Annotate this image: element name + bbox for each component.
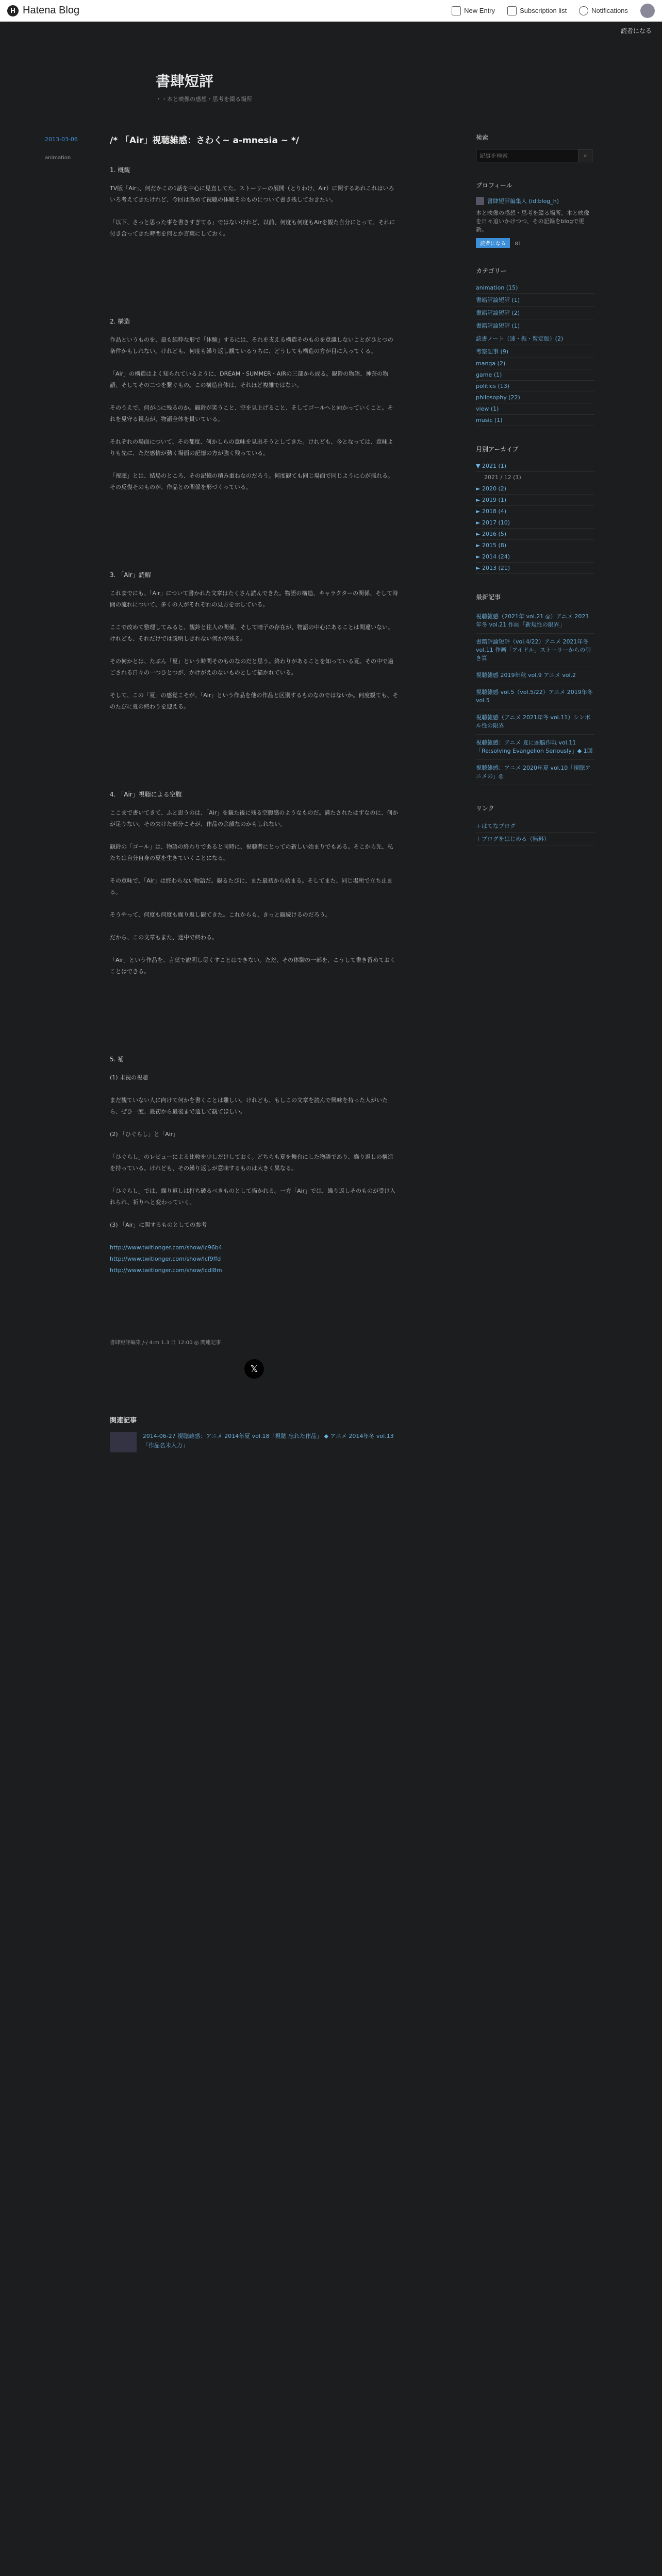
- entry-date[interactable]: 2013-03-06: [45, 136, 78, 143]
- category-link[interactable]: 書籍評論短評 (1): [476, 323, 520, 329]
- section-spacer: [110, 504, 399, 551]
- section-heading: 1. 概観: [110, 166, 130, 174]
- archive-year[interactable]: ▼ 2021 (1): [476, 461, 594, 472]
- profile-name-label: 書肆短評編集人 (id:blog_h): [487, 198, 559, 205]
- main-column: [45, 133, 457, 1461]
- archive-year[interactable]: ► 2013 (21): [476, 563, 594, 574]
- section-heading: 4. 「Air」視聴による空腹: [110, 791, 182, 798]
- category-link[interactable]: 書籍評論短評 (2): [476, 310, 520, 316]
- category-item[interactable]: [476, 415, 594, 426]
- recent-item[interactable]: [476, 667, 594, 684]
- entry-paragraph: その意味で、「Air」は終わらない物語だ。観るたびに、また最初から始まる。そしてまた、同じ場所で立ち止まる。: [110, 877, 393, 895]
- entry-body: [110, 164, 399, 1323]
- recent-link[interactable]: 視聴雑感（アニメ 2021年冬 vol.11）シンボル性の限界: [476, 714, 590, 729]
- search-title: 検索: [476, 134, 489, 141]
- archive-year[interactable]: ► 2020 (2): [476, 483, 594, 495]
- pencil-icon: [452, 6, 461, 15]
- archive-month[interactable]: 2021 / 12 (1): [476, 472, 594, 483]
- category-item[interactable]: [476, 345, 594, 358]
- section-heading: 5. 補: [110, 1056, 124, 1063]
- category-link[interactable]: 書籍評論短評 (1): [476, 297, 520, 303]
- recent-item[interactable]: [476, 735, 594, 760]
- blog-description: ・・本と映像の感想・思考を綴る場所: [156, 96, 252, 103]
- archive-year[interactable]: ► 2019 (1): [476, 495, 594, 506]
- entry-paragraph: だから、この文章もまた、途中で終わる。: [110, 934, 218, 941]
- entry-paragraph: その何かとは、たぶん「夏」という時間そのものなのだと思う。終わりがあることを知っている夏。その中で過ごされる日々の一つひとつが、かけがえのないものとして描かれている。: [110, 658, 393, 676]
- entry-article: [110, 133, 399, 1461]
- related-text[interactable]: 2014-06-27 視聴雑感：アニメ 2014年夏 vol.18「視聴 忘れた作品」 ◆ アニメ 2014年冬 vol.13「作品名未入力」: [142, 1433, 394, 1449]
- top-nav: [452, 4, 655, 18]
- recent-link[interactable]: 視聴雑感：アニメ 2020年夏 vol.10「視聴アニメの」◎: [476, 765, 591, 779]
- recent-link[interactable]: 書籍評論短評（vol.4/22）アニメ 2021年冬 vol.11 作画「アイドル」ストーリーからの引き算: [476, 638, 591, 662]
- archive-year[interactable]: ► 2017 (10): [476, 517, 594, 529]
- search-module: [476, 133, 594, 162]
- category-item[interactable]: [476, 392, 594, 403]
- category-item[interactable]: [476, 369, 594, 381]
- entry-paragraph: 「Air」という作品を、言葉で説明し尽くすことはできない。ただ、その体験の一部を、こうして書き留めておくことはできる。: [110, 957, 396, 975]
- x-share-icon[interactable]: 𝕏: [244, 1359, 264, 1379]
- profile-description: 本と映像の感想・思考を綴る場所。本と映像を日々追いかけつつ、その記録をblogで更新。: [476, 210, 589, 233]
- entry-title[interactable]: /* 「Air」視聴雑感：さわく~ a-mnesia ~ */: [110, 135, 300, 146]
- category-link[interactable]: 読書ノート（速・振・暫定版）(2): [476, 335, 564, 342]
- category-link[interactable]: music (1): [476, 417, 503, 423]
- recent-link[interactable]: 視聴雑感 2019年秋 vol.9 アニメ vol.2: [476, 672, 576, 679]
- category-module: [476, 266, 594, 426]
- entry-paragraph: 「以下、さっと思った事を書きすぎてる」ではないけれど、以前、何度も何度もAirを観た自分にとって、それに付き合ってきた時間を何とか言葉にしておく。: [110, 219, 395, 237]
- profile-title: プロフィール: [476, 182, 512, 189]
- entry-paragraph: (1) 未視の視聴: [110, 1074, 148, 1081]
- recent-item[interactable]: [476, 608, 594, 634]
- sidebar-link[interactable]: ＋ブログをはじめる（無料）: [476, 836, 550, 842]
- archive-year[interactable]: ► 2014 (24): [476, 551, 594, 563]
- archive-year[interactable]: ► 2018 (4): [476, 506, 594, 517]
- recent-link[interactable]: 視聴雑感 vol.5（vol.5/22）アニメ 2019年冬 vol.5: [476, 689, 593, 704]
- entry-paragraph: 作品というものを、最も純粋な形で「体験」するには、それを支える構造そのものを意識しないことがひとつの条件かもしれない。けれども、何度も繰り返し観ているうちに、どうしても構造の方が目に入ってくる。: [110, 336, 393, 354]
- related-title: 関連記事: [110, 1417, 137, 1425]
- archive-module: [476, 445, 594, 574]
- sidebar-link[interactable]: ＋はてなブログ: [476, 823, 516, 829]
- category-item[interactable]: [476, 381, 594, 392]
- hatena-topbar: [0, 0, 662, 22]
- entry-link[interactable]: http://www.twitlonger.com/show/lcdl8m: [110, 1267, 222, 1274]
- entry-paragraph: そして、この「夏」の感覚こそが、「Air」という作品を他の作品と区別するものなのではないか。何度観ても、そのたびに夏の終わりを迎える。: [110, 692, 399, 710]
- link-title: リンク: [476, 805, 494, 812]
- archive-title: 月別アーカイブ: [476, 446, 519, 453]
- entry-paragraph: そのうえで、何が心に残るのか。観鈴が笑うこと、空を見上げること、そしてゴールへと向かっていくこと。それを見守る視点が、物語全体を貫いている。: [110, 404, 393, 422]
- entry-link[interactable]: http://www.twitlonger.com/show/lcf9ffd: [110, 1256, 221, 1262]
- recent-item[interactable]: [476, 684, 594, 709]
- entry-paragraph: (2) 「ひぐらし」と「Air」: [110, 1131, 179, 1138]
- recent-module: [476, 592, 594, 785]
- notifications-label: Notifications: [591, 7, 628, 14]
- category-title: カテゴリー: [476, 267, 507, 275]
- link-item[interactable]: [476, 820, 594, 833]
- recent-item[interactable]: [476, 760, 594, 785]
- entry-paragraph: 「ひぐらし」のレビューによる比較を少しだけしておく。どちらも夏を舞台にした物語であり、繰り返しの構造を持っている。けれども、その繰り返しが意味するものは大きく異なる。: [110, 1154, 393, 1172]
- profile-module: [476, 181, 594, 248]
- link-module: [476, 804, 594, 845]
- list-icon: [507, 6, 517, 15]
- related-item[interactable]: [110, 1432, 399, 1452]
- subscribe-bar: [0, 22, 662, 39]
- category-item[interactable]: [476, 294, 594, 307]
- entry-paragraph: まだ観ていない人に向けて何かを書くことは難しい。けれども、もしこの文章を読んで興味を持った人がいたら、ぜひ一度、最初から最後まで通して観てほしい。: [110, 1097, 388, 1115]
- category-link[interactable]: animation (15): [476, 284, 518, 291]
- category-link[interactable]: politics (13): [476, 383, 510, 389]
- entry-paragraph: そうやって、何度も何度も繰り返し観てきた。これからも、きっと観続けるのだろう。: [110, 911, 331, 918]
- profile-name[interactable]: [476, 197, 594, 205]
- link-item[interactable]: [476, 833, 594, 845]
- category-link[interactable]: philosophy (22): [476, 394, 520, 401]
- section-heading: 3. 「Air」読解: [110, 571, 151, 579]
- entry-paragraph: 観鈴の「ゴール」は、物語の終わりであると同時に、視聴者にとっての新しい始まりでもある。そこから先、私たちは自分自身の夏を生きていくことになる。: [110, 843, 393, 861]
- hatena-brand[interactable]: [7, 5, 79, 16]
- subscription-list-button[interactable]: [507, 6, 567, 15]
- section-spacer: [110, 724, 399, 770]
- entry-paragraph: 「視聴」とは、結局のところ、その記憶の積み重ねなのだろう。何度観ても同じ場面で同じように心が揺れる。その反復そのものが、作品との関係を形づくっている。: [110, 472, 393, 490]
- related-entries: [110, 1415, 399, 1452]
- brand-label: Hatena Blog: [23, 5, 80, 16]
- new-entry-button[interactable]: [452, 6, 495, 15]
- entry-paragraph: ここまで書いてきて、ふと思うのは、「Air」を観た後に残る空腹感のようなものだ。満たされたはずなのに、何かが足りない。その欠けた部分こそが、作品の余韻なのかもしれない。: [110, 809, 399, 827]
- entry-paragraph: それぞれの場面について、その都度、何かしらの意味を見出そうとしてきた。けれども、今となっては、意味よりも先に、ただ感情が動く場面の記憶の方が強く残っている。: [110, 438, 393, 456]
- entry-paragraph: (3) 「Air」に関するものとしての参考: [110, 1222, 207, 1228]
- new-entry-label: New Entry: [464, 7, 495, 14]
- category-item[interactable]: [476, 332, 594, 345]
- follow-button[interactable]: 読者になる: [476, 238, 510, 248]
- category-link[interactable]: 考察記事 (9): [476, 348, 509, 355]
- search-input[interactable]: [476, 149, 579, 162]
- category-item[interactable]: [476, 403, 594, 415]
- sidebar: [476, 133, 594, 1461]
- notifications-button[interactable]: [579, 6, 628, 15]
- page-layout: [45, 133, 617, 1461]
- category-item[interactable]: [476, 307, 594, 319]
- entry-category[interactable]: animation: [45, 155, 71, 161]
- section-heading: 2. 構造: [110, 318, 130, 325]
- subscribe-button[interactable]: 読者になる: [620, 27, 652, 35]
- entry-paragraph: 「Air」の構造はよく知られているように、DREAM・SUMMER・AIRの三部から成る。観鈴の物語、神奈の物語、そしてその二つを繋ぐもの。この構造自体は、それほど複雑ではない。: [110, 370, 389, 388]
- entry-meta: [45, 133, 89, 1461]
- category-link[interactable]: game (1): [476, 371, 502, 378]
- recent-item[interactable]: [476, 709, 594, 735]
- related-thumb[interactable]: [110, 1432, 137, 1452]
- blog-header: [47, 70, 615, 103]
- category-link[interactable]: manga (2): [476, 360, 506, 367]
- user-avatar[interactable]: [640, 4, 655, 18]
- recent-link[interactable]: 視聴雑感（2021年 vol.21 ◎）アニメ 2021年冬 vol.21 作画「新規性の限界」: [476, 613, 589, 628]
- share-area: [110, 1359, 399, 1379]
- archive-year[interactable]: ► 2016 (5): [476, 529, 594, 540]
- category-item[interactable]: [476, 358, 594, 369]
- search-icon[interactable]: ⌕: [579, 149, 592, 162]
- hatena-logo-icon: H: [7, 5, 19, 16]
- entry-paragraph: 「ひぐらし」では、繰り返しは打ち破るべきものとして描かれる。一方「Air」では、繰り返しそのものが受け入れられ、祈りへと変わっていく。: [110, 1188, 396, 1206]
- entry-footer: 書肆短評編集 /-/ 4:m 1.3 日 12:00 ◎ 関連記事: [110, 1340, 221, 1346]
- category-item[interactable]: [476, 282, 594, 294]
- category-item[interactable]: [476, 319, 594, 332]
- category-link[interactable]: view (1): [476, 405, 499, 412]
- archive-year[interactable]: ► 2015 (8): [476, 540, 594, 551]
- entry-link[interactable]: http://www.twitlonger.com/show/lc96b4: [110, 1244, 222, 1251]
- section-spacer: [110, 989, 399, 1035]
- subscriber-count: 81: [515, 241, 522, 247]
- blog-title[interactable]: 書肆短評: [156, 73, 214, 90]
- entry-paragraph: TV版「Air」、何だかこの1話を中心に見直してた。ストーリーの展開（とりわけ、Air）に関するあれこれはいろいろ考えてきたけれど、今回は改めて視聴の体験そのものについて書き残しておきたい。: [110, 185, 394, 203]
- section-spacer: [110, 1276, 399, 1323]
- recent-link[interactable]: 視聴雑感：アニメ 夏に頭脳作戦 vol.11「Re:solving Evangelion Seriously」◆ 1回: [476, 739, 593, 754]
- entry-paragraph: ここで改めて整理してみると、観鈴と往人の関係、そして晴子の存在が、物語の中心にあることは間違いない。けれども、それだけでは説明しきれない何かが残る。: [110, 624, 393, 642]
- recent-item[interactable]: [476, 634, 594, 667]
- recent-title: 最新記事: [476, 594, 501, 601]
- profile-avatar[interactable]: [476, 197, 484, 205]
- entry-paragraph: これまでにも、「Air」について書かれた文章はたくさん読んできた。物語の構造、キャラクターの関係、そして時間の流れについて、多くの人がそれぞれの見方を示している。: [110, 590, 399, 608]
- bell-icon: [579, 6, 588, 15]
- subscription-label: Subscription list: [520, 7, 567, 14]
- section-spacer: [110, 251, 399, 297]
